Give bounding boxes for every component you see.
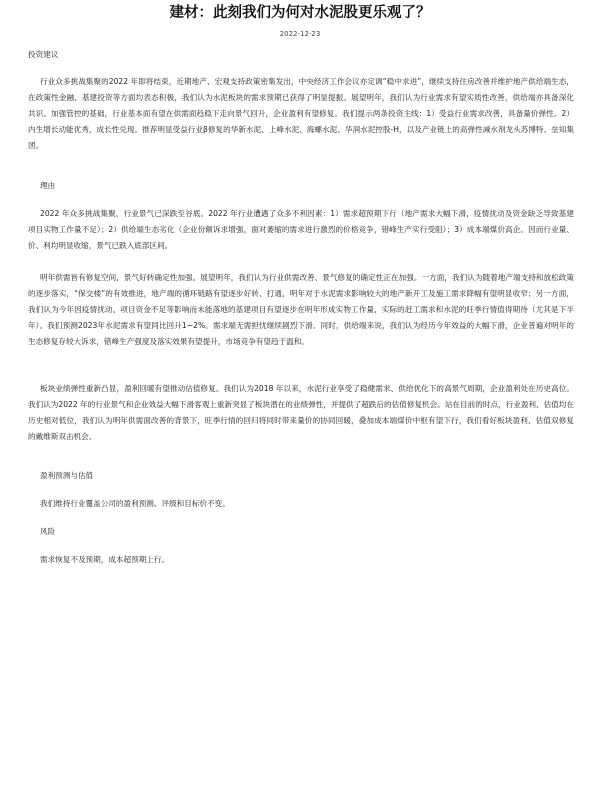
document-title: 建材：此刻我们为何对水泥股更乐观了？ xyxy=(169,5,431,21)
paragraph-reason-1: 2022 年众多挑战集聚，行业景气已深跌至谷底。2022 年行业遭遇了众多不利因素：1）需求超预期下行（地产需求大幅下滑，疫情扰动及资金缺乏导致基建项目实物工作量不足）；2）供给端生态劣化（企业份额诉求增强，面对萎缩的需求进行激烈的价格竞争，错峰生产实行受阻）；3）成本端煤价高企。因而行业量、价、利均明显收缩，景气已跌入底部区间。 xyxy=(28,209,574,250)
section-heading-risk: 风险 xyxy=(40,527,56,536)
document-date: 2022-12-23 xyxy=(279,30,321,38)
section-heading-investment: 投资建议 xyxy=(28,50,59,59)
paragraph-investment: 行业众多挑战集聚的2022 年即将结束，近期地产、宏观支持政策密集发出，中央经济工作会议亦定调“稳中求进”，继续支持住房改善并维护地产供给端生态，在政策性金融、基建投资等方面均表态积极，我们认为水泥板块的需求预期已获得了明显提振。展望明年，我们认为行业需求有望实质性改善，供给端亦具备深化共识、加强管控的基础，行业基本面有望在供需面趋稳下走向景气回升，企业盈利有望修复。我们提示两条投资主线：1）受益行业需求改善，具备量价弹性。2）内生增长动能优秀，成长性兑现。推荐明显受益行业β修复的华新水泥、上峰水泥、海螺水泥、华润水泥控股-H，以及产业链上的高弹性减水剂龙头苏博特、垒知集团。 xyxy=(28,77,574,150)
paragraph-reason-2: 明年供需皆有修复空间，景气好转确定性加强。展望明年，我们认为行业供需改善、景气修复的确定性正在加强。一方面，我们认为随着地产端支持和放松政策的逐步落实，“保交楼”的有效推进，地产端的循环链路有望逐步好转、打通，明年对于水泥需求影响较大的地产新开工及施工需求降幅有望明显收窄；另一方面，我们认为今年因疫情扰动、项目资金不足等影响而未能落地的基建项目有望逐步在明年形成实物工作量，实际的赶工需求和水泥的旺季行情值得期待（尤其是下半年）。我们预测2023年水泥需求有望同比回升1~2%。需求端无需担忧继续剧烈下滑。同时，供给端来说，我们认为经历今年效益的大幅下滑，企业普遍对明年的生态修复存较大诉求，错峰生产强度及落实效果有望提升，市场竞争有望趋于温和。 xyxy=(28,273,574,346)
paragraph-forecast: 我们维持行业覆盖公司的盈利预测、评级和目标价不变。 xyxy=(40,499,230,508)
section-heading-reason: 理由 xyxy=(40,181,56,190)
paragraph-risk: 需求恢复不及预期，成本超预期上行。 xyxy=(40,555,170,564)
paragraph-reason-3: 板块业绩弹性重新凸显，盈利回暖有望推动估值修复。我们认为2018 年以来，水泥行业享受了稳健需求、供给优化下的高景气周期，企业盈利处在历史高位。我们认为2022 年的行业景气和企业效益大幅下滑客观上重新突显了板块潜在的业绩弹性，并提供了超跌后的估值修复机会。站在目前的时点，行业盈利、估值均在历史相对低位，我们认为明年供需面改善的背景下，旺季行情的回归将同时带来量价的协同回暖，叠加成本端煤价中枢有望下行，我们看好板块盈利、估值双修复的戴维斯双击机会。 xyxy=(28,384,574,441)
section-heading-forecast: 盈利预测与估值 xyxy=(40,471,94,480)
